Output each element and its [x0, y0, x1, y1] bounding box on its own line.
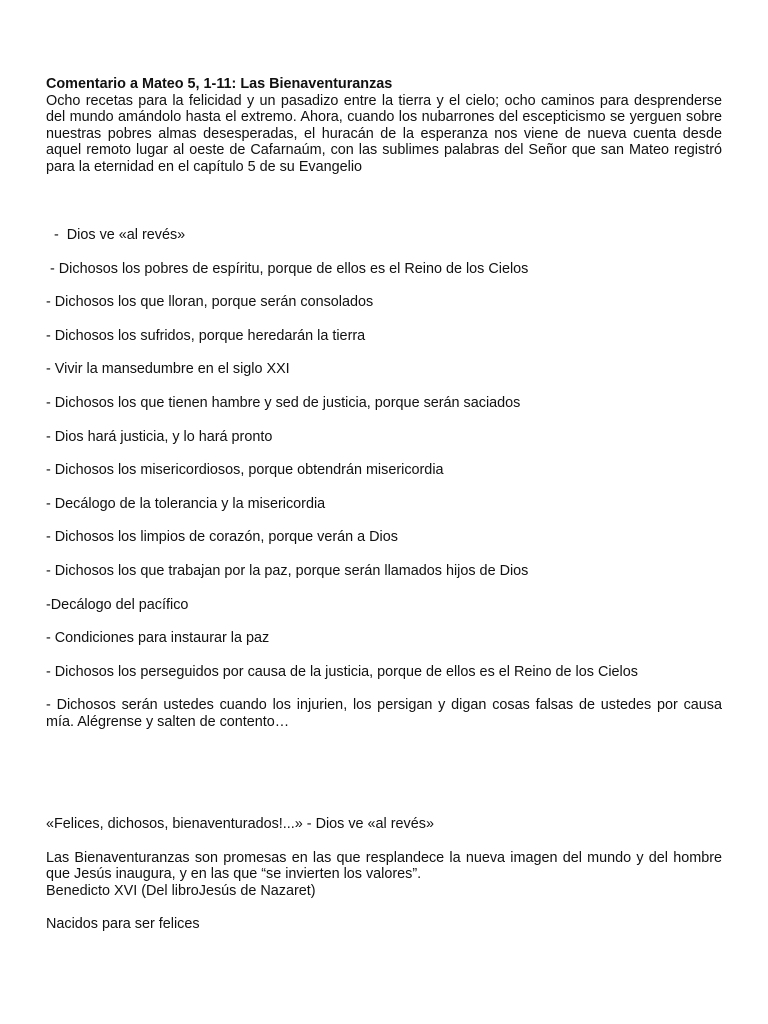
- list-item: - Dichosos los que lloran, porque serán consolados: [46, 294, 374, 310]
- list-item: - Dios hará justicia, y lo hará pronto: [46, 429, 273, 445]
- quote-source: Benedicto XVI (Del libroJesús de Nazaret): [46, 882, 316, 899]
- list-item: - Dichosos los que tienen hambre y sed de justicia, porque serán saciados: [46, 395, 521, 411]
- quote-heading: «Felices, dichosos, bienaventurados!...» - Dios ve «al revés»: [46, 816, 434, 832]
- document-title: Comentario a Mateo 5, 1-11: Las Bienaventuranzas: [46, 76, 393, 92]
- list-item: - Dichosos serán ustedes cuando los injurien, los persigan y digan cosas falsas de ustedes por causa mía. Alégrense y salten de contento…: [46, 697, 722, 730]
- list-item: - Dichosos los misericordiosos, porque obtendrán misericordia: [46, 462, 444, 478]
- quote-section: [46, 816, 722, 933]
- list-item: - Dichosos los perseguidos por causa de la justicia, porque de ellos es el Reino de los Cielos: [46, 664, 638, 680]
- intro-paragraph: Ocho recetas para la felicidad y un pasadizo entre la tierra y el cielo; ocho caminos para desprenderse del mundo amándolo hasta el extremo. Ahora, cuando los nubarrones del escepticismo se yerguen sobre nuestras pobres almas desesperadas, el huracán de la esperanza nos viene de nueva cuenta desde aquel remoto lugar al oeste de Cafarnaúm, con las sublimes palabras del Señor que san Mateo registró para la eternidad en el capítulo 5 de su Evangelio: [46, 92, 722, 175]
- list-item: - Dichosos los que trabajan por la paz, porque serán llamados hijos de Dios: [46, 563, 529, 579]
- list-item: -Decálogo del pacífico: [46, 597, 189, 613]
- list-item: - Dios ve «al revés»: [46, 227, 186, 243]
- list-item: - Vivir la mansedumbre en el siglo XXI: [46, 361, 290, 377]
- closing-heading: Nacidos para ser felices: [46, 916, 200, 933]
- list-item: - Condiciones para instaurar la paz: [46, 630, 270, 646]
- list-item: - Dichosos los pobres de espíritu, porque de ellos es el Reino de los Cielos: [46, 261, 529, 277]
- list-item: - Decálogo de la tolerancia y la misericordia: [46, 496, 326, 512]
- document-header: [46, 76, 722, 176]
- list-item: - Dichosos los limpios de corazón, porque verán a Dios: [46, 529, 398, 545]
- quote-text: Las Bienaventuranzas son promesas en las que resplandece la nueva imagen del mundo y del hombre que Jesús inaugura, y en las que “se invierten los valores”.: [46, 849, 722, 883]
- list-item: - Dichosos los sufridos, porque heredarán la tierra: [46, 328, 366, 344]
